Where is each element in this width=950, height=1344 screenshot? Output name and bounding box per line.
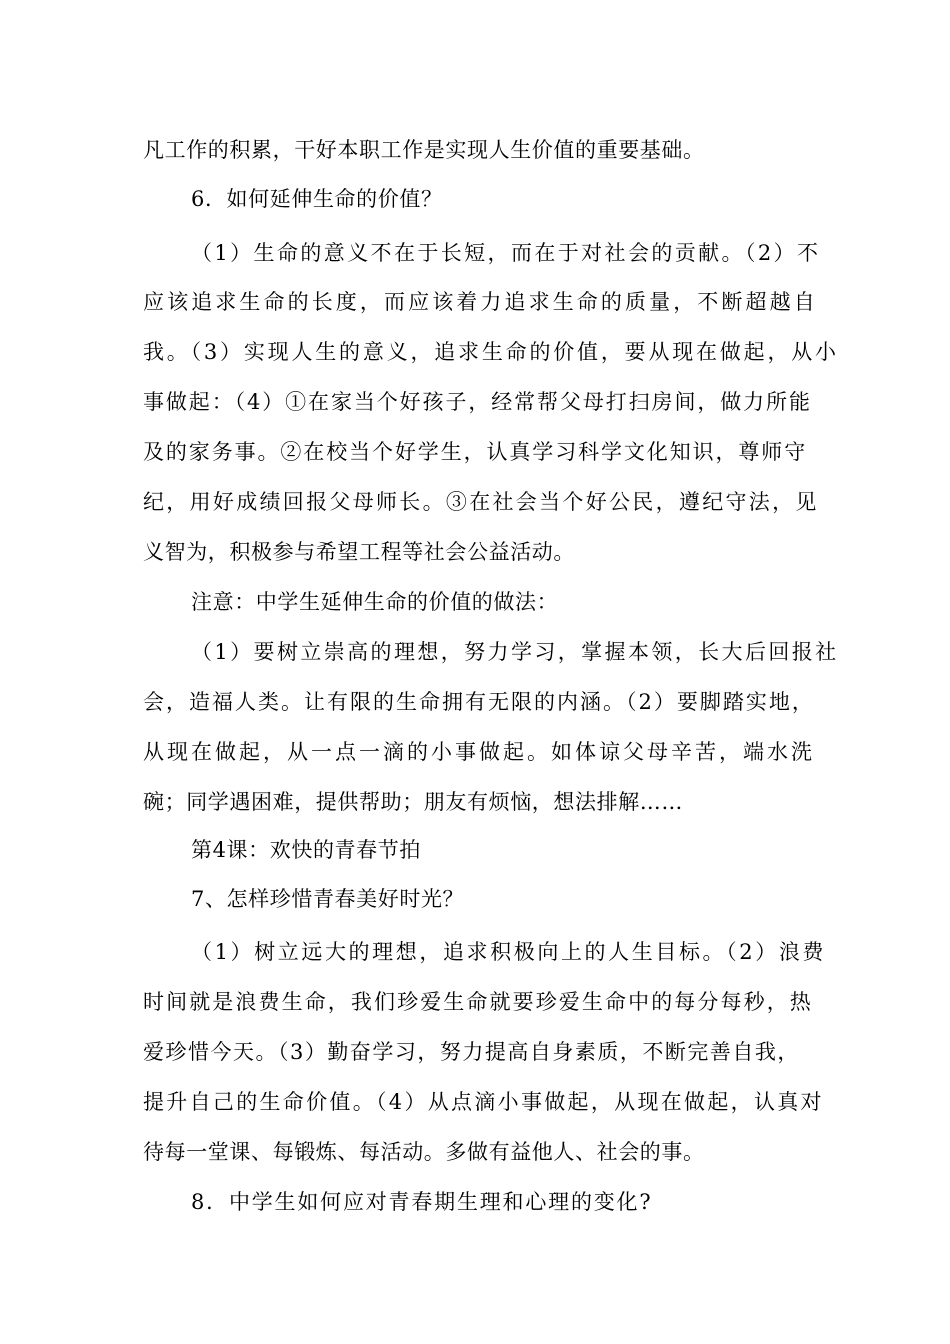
body-text-line: 我。（3）实现人生的意义，追求生命的价值，要从现在做起，从小 (143, 340, 839, 364)
question-heading: 7、怎样珍惜青春美好时光？ (191, 887, 465, 911)
question-heading: 8．中学生如何应对青春期生理和心理的变化? (191, 1190, 653, 1214)
body-text-line: 纪，用好成绩回报父母师长。③在社会当个好公民，遵纪守法，见 (143, 490, 819, 514)
body-text-line: 及的家务事。②在校当个好学生，认真学习科学文化知识，尊师守 (143, 440, 808, 464)
body-text-line: （1）树立远大的理想，追求积极向上的人生目标。（2）浪费 (191, 940, 827, 964)
body-text-line: 碗；同学遇困难，提供帮助；朋友有烦恼，想法排解…… (143, 790, 683, 814)
body-text-line: 应该追求生命的长度，而应该着力追求生命的质量，不断超越自 (143, 290, 818, 314)
body-text-line: 时间就是浪费生命，我们珍爱生命就要珍爱生命中的每分每秒，热 (143, 990, 813, 1014)
body-text-line: 待每一堂课、每锻炼、每活动。多做有益他人、社会的事。 (143, 1140, 705, 1164)
note-heading: 注意：中学生延伸生命的价值的做法： (191, 590, 559, 614)
body-text-line: 从现在做起，从一点一滴的小事做起。如体谅父母辛苦，端水洗 (143, 740, 815, 764)
body-text-line: （1）生命的意义不在于长短，而在于对社会的贡献。（2）不 (191, 241, 821, 265)
body-text-line: 凡工作的积累，干好本职工作是实现人生价值的重要基础。 (143, 138, 705, 162)
body-text-line: 义智为，积极参与希望工程等社会公益活动。 (143, 540, 575, 564)
body-text-line: 提升自己的生命价值。（4）从点滴小事做起，从现在做起，认真对 (143, 1090, 824, 1114)
body-text-line: 会，造福人类。让有限的生命拥有无限的内涵。（2）要脚踏实地， (143, 690, 815, 714)
question-heading: 6．如何延伸生命的价值？ (191, 187, 443, 211)
body-text-line: 事做起：（4）①在家当个好孩子，经常帮父母打扫房间，做力所能 (143, 390, 812, 414)
body-text-line: （1）要树立崇高的理想，努力学习，掌握本领，长大后回报社 (191, 640, 839, 664)
body-text-line: 爱珍惜今天。（3）勤奋学习，努力提高自身素质，不断完善自我， (143, 1040, 800, 1064)
lesson-heading: 第4课：欢快的青春节拍 (191, 838, 421, 862)
